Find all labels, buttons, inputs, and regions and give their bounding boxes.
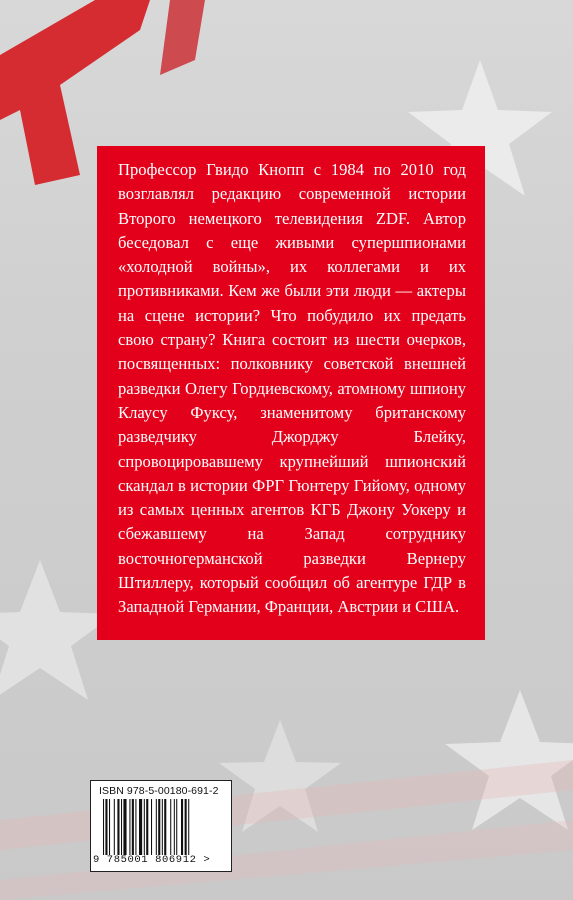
isbn-barcode-block [90,780,232,872]
barcode-bar [117,799,119,855]
barcode-bar [158,799,160,855]
barcode-bar [181,799,183,855]
barcode-bar [103,799,104,855]
barcode-bar [162,799,163,855]
barcode-bar [105,799,107,855]
annotation-panel [97,146,485,640]
barcode-bar [144,799,145,855]
barcode-bar [156,799,157,855]
barcode-bar [146,799,148,855]
barcode-bar [188,799,189,855]
barcode-bar [123,799,126,855]
barcode-bar [129,799,130,855]
barcode-bar [170,799,171,855]
barcode-bar [114,799,115,855]
barcode-bar [164,799,166,855]
barcode-bar [185,799,187,855]
barcode-digits: 9 785001 806912 > [93,854,211,866]
barcode-bar [174,799,175,855]
barcode-bar [139,799,142,855]
isbn-label: ISBN 978-5-00180-691-2 [99,785,219,797]
barcode-bar [121,799,122,855]
barcode-bar [135,799,136,855]
barcode-bar [109,799,110,855]
star-icon [445,690,573,830]
barcode-bar [132,799,134,855]
book-annotation-text: Профессор Гвидо Кнопп с 1984 по 2010 год возглавлял редакцию современной истории Второго немецкого телевидения ZDF. Автор беседовал с еще живыми супершпионами «холодной войны», их коллегами и их противниками. Кем же были эти люди — актеры на сцене истории? Что побудило их предать свою страну? Книга состоит из шести очерков, посвященных: полковнику советской внешней разведки Олегу Гордиевскому, атомному шпиону Клаусу Фуксу, знаменитому британскому разведчику Джорджу Блейку, спровоцировавшему крупнейший шпионский скандал в истории ФРГ Гюнтеру Гийому, одному из самых ценных агентов КГБ Джону Уокеру и сбежавшему на Запад сотруднику восточногерманской разведки Вернеру Штиллеру, который сообщил об агентуре ГДР в Западной Германии, Франции, Австрии и США. [118,160,466,617]
barcode-bar [176,799,177,855]
barcode-bars [103,799,219,855]
barcode-bar [151,799,152,855]
